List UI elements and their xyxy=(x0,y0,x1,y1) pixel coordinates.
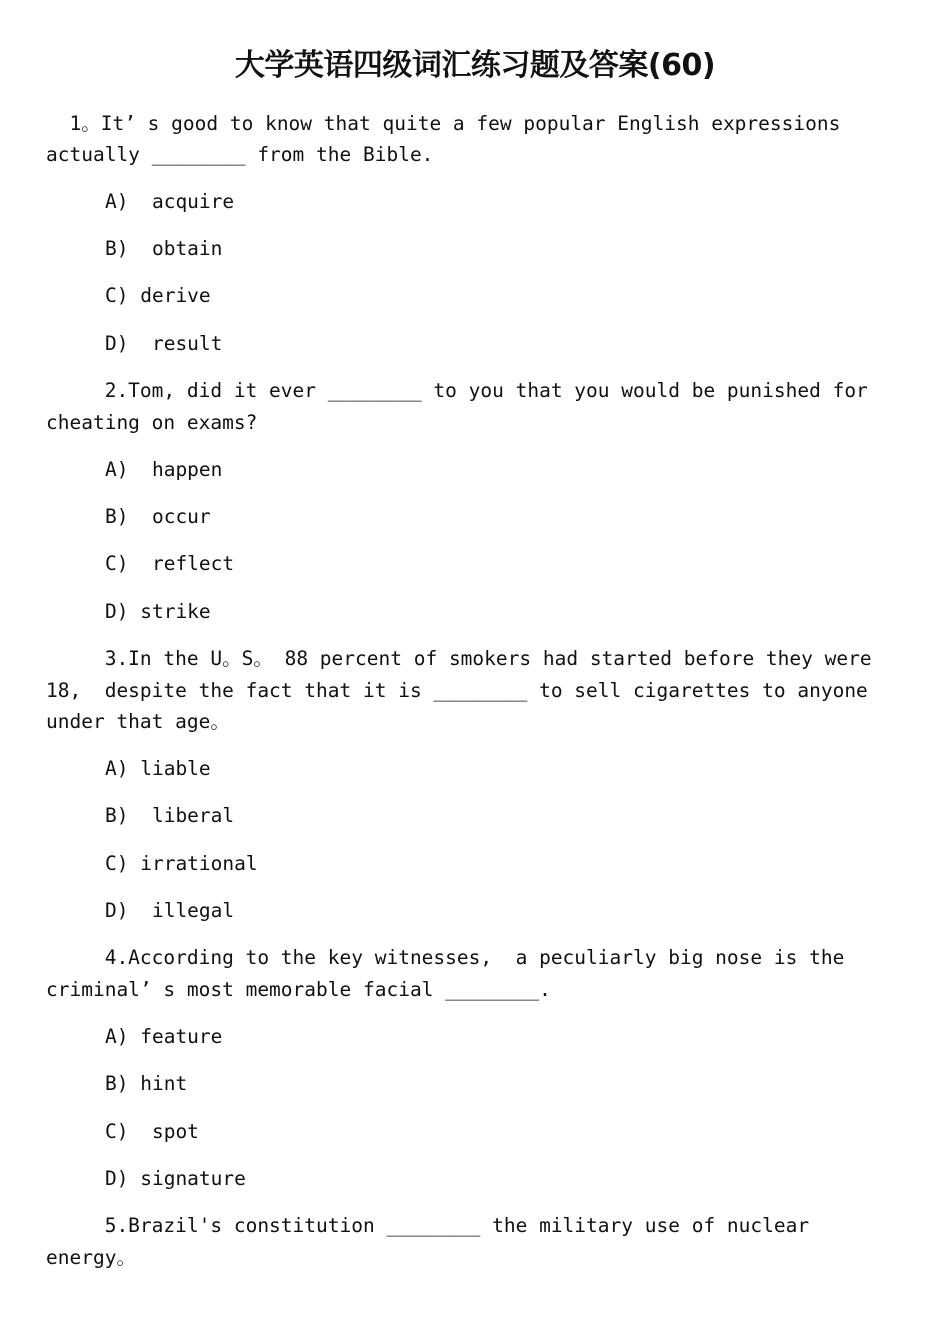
question-2-line-1: 2.Tom, did it ever ________ to you that you would be punished for xyxy=(46,379,868,402)
question-3-option-c: C) irrational xyxy=(105,852,258,875)
question-1-option-b: B) obtain xyxy=(105,237,223,260)
question-4-line-1: 4.According to the key witnesses, a peculiarly big nose is the xyxy=(46,946,845,969)
question-2-option-d: D) strike xyxy=(105,600,211,623)
question-5-line-1: 5.Brazil's constitution ________ the military use of nuclear xyxy=(46,1214,810,1237)
question-2-line-2: cheating on exams? xyxy=(46,411,258,434)
question-1-option-a: A) acquire xyxy=(105,190,235,213)
question-4-option-d: D) signature xyxy=(105,1167,246,1190)
question-4-option-c: C) spot xyxy=(105,1120,199,1143)
question-3-option-d: D) illegal xyxy=(105,899,235,922)
question-1-line-1: 1。It’ s good to know that quite a few popular English expressions xyxy=(46,112,841,135)
question-2-option-a: A) happen xyxy=(105,458,223,481)
question-1-option-d: D) result xyxy=(105,332,223,355)
question-3-line-3: under that age。 xyxy=(46,710,230,733)
question-2-option-c: C) reflect xyxy=(105,552,235,575)
question-1-line-2: actually ________ from the Bible. xyxy=(46,143,434,166)
question-1-option-c: C) derive xyxy=(105,284,211,307)
question-4-option-a: A) feature xyxy=(105,1025,223,1048)
question-3-line-2: 18, despite the fact that it is ________ to sell cigarettes to anyone xyxy=(46,679,868,702)
question-3-line-1: 3.In the U。S。 88 percent of smokers had started before they were xyxy=(46,647,872,670)
question-5-line-2: energy。 xyxy=(46,1246,136,1269)
question-3-option-a: A) liable xyxy=(105,757,211,780)
question-2-option-b: B) occur xyxy=(105,505,211,528)
question-4-line-2: criminal’ s most memorable facial ________. xyxy=(46,978,551,1001)
page-title: 大学英语四级词汇练习题及答案(60) xyxy=(234,48,716,83)
question-4-option-b: B) hint xyxy=(105,1072,188,1095)
question-3-option-b: B) liberal xyxy=(105,804,235,827)
